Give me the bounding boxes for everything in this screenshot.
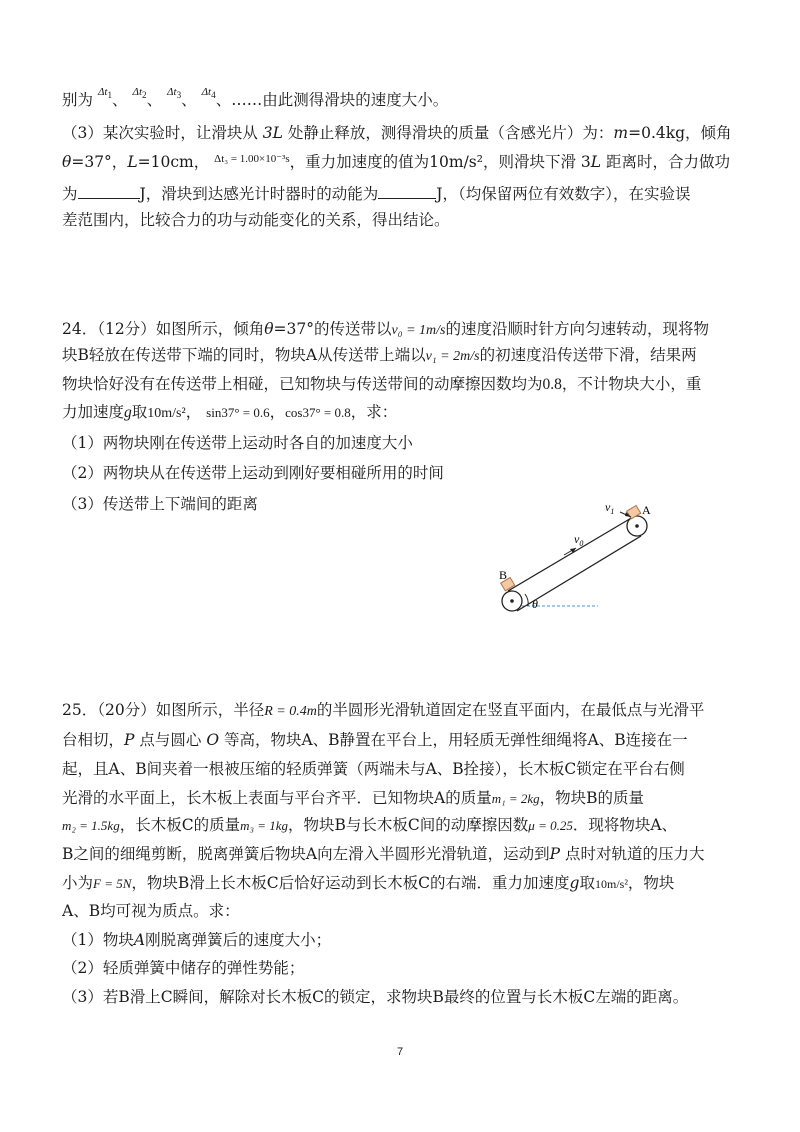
q25-sub-1: （1）物块A刚脱离弹簧后的速度大小； <box>62 931 332 949</box>
block-B-label: B <box>499 568 508 582</box>
q25-line-8: A、B均可视为质点。求： <box>62 902 240 920</box>
q24-sub-2: （2）两物块从在传送带上运动到刚好要相碰所用的时间 <box>62 464 444 482</box>
intro-line-1: 别为 $^{\Delta t_1}$、 $^{\Delta t_2}$、 $^{\Delta t_3}$、 $^{\Delta t_4}$、……由此测得滑块的速度大小。 <box>62 86 449 109</box>
theta-label: θ <box>532 597 538 611</box>
v1-label: $v_1$ <box>605 500 615 516</box>
q24-sub-1: （1）两物块刚在传送带上运动时各自的加速度大小 <box>62 434 413 452</box>
page-number: 7 <box>396 1046 404 1058</box>
q24-line-4: 力加速度g取10m/s²， sin37° = 0.6，cos37° = 0.8，求： <box>62 403 398 421</box>
q25-line-1: 25．（20分）如图所示，半径R = 0.4m的半圆形光滑轨道固定在竖直平面内，在最低点与光滑平 <box>62 701 705 719</box>
belt-top-line <box>508 517 633 591</box>
answer-blank-kinetic-energy[interactable] <box>378 184 436 199</box>
answer-blank-work[interactable] <box>78 184 140 199</box>
block-A-label: A <box>642 503 651 517</box>
q25-sub-2: （2）轻质弹簧中储存的弹性势能； <box>62 959 305 977</box>
upper-pulley-axle <box>635 524 639 528</box>
v0-label: $v_0$ <box>574 532 584 548</box>
conveyor-belt-figure <box>490 498 670 620</box>
q25-line-2: 台相切，P 点与圆心 O 等高，物块A、B静置在平台上，用轻质无弹性细绳将A、B连接在一 <box>62 731 688 749</box>
angle-arc <box>525 594 528 606</box>
q25-line-7: 小为F = 5N，物块B滑上长木板C后恰好运动到长木板C的右端．重力加速度g取10m/s²，物块 <box>62 874 675 892</box>
q24-line-3: 物块恰好没有在传送带上相碰，已知物块与传送带间的动摩擦因数均为0.8，不计物块大小，重 <box>62 375 702 393</box>
intro-line-3: θ=37°，L=10cm， $^{\Delta t_3 = 1.00\times 10^{-3}s}$，重力加速度的值为10m/s²，则滑块下滑 3L 距离时，合力做功 <box>62 153 730 171</box>
q24-sub-3: （3）传送带上下端间的距离 <box>62 495 258 513</box>
intro-line-2: （3）某次实验时，让滑块从 3L 处静止释放，测得滑块的质量（含感光片）为：m=0.4kg，倾角 <box>62 124 732 142</box>
q25-sub-3: （3）若B滑上C瞬间，解除对长木板C的锁定，求物块B最终的位置与长木板C左端的距离。 <box>62 988 689 1006</box>
q24-line-1: 24．（12分）如图所示，倾角θ=37°的传送带以v₀ = 1m/s的速度沿顺时针方向匀速转动，现将物 <box>62 320 710 338</box>
intro-line-5: 差范围内，比较合力的功与动能变化的关系，得出结论。 <box>62 211 450 229</box>
q25-line-4: 光滑的水平面上，长木板上表面与平台齐平．已知物块A的质量m₁ = 2kg，物块B的质量 <box>62 789 645 807</box>
q25-line-5: m₂ = 1.5kg，长木板C的质量m₃ = 1kg，物块B与长木板C间的动摩擦因数μ = 0.25．现将物块A、 <box>62 816 678 834</box>
q25-line-3: 起，且A、B间夹着一根被压缩的轻质弹簧（两端未与A、B拴接），长木板C锁定在平台右侧 <box>62 760 685 778</box>
q24-line-2: 块B轻放在传送带下端的同时，物块A从传送带上端以v₁ = 2m/s的初速度沿传送带下滑，结果两 <box>62 346 697 364</box>
intro-line-4: 为 J，滑块到达感光计时器时的动能为 J，（均保留两位有效数字），在实验误 <box>62 185 691 203</box>
q25-line-6: B之间的细绳剪断，脱离弹簧后物块A向左滑入半圆形光滑轨道，运动到P 点时对轨道的压力大 <box>62 845 705 863</box>
lower-pulley-axle <box>510 599 514 603</box>
